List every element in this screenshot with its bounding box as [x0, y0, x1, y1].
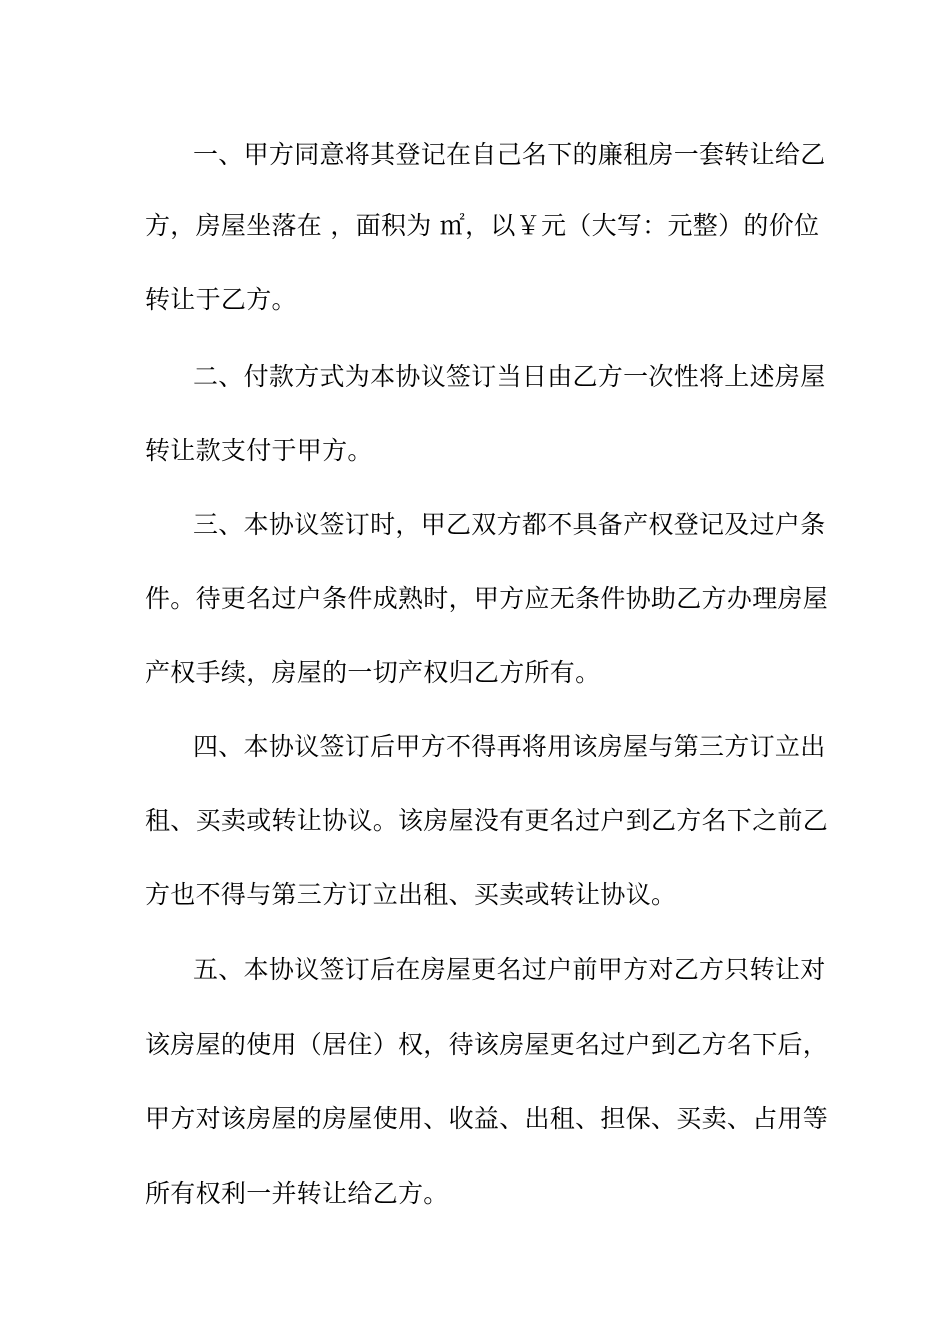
clause-2-line-2: 转让款支付于甲方。: [145, 436, 373, 465]
clause-4-line-3: 方也不得与第三方订立出租、买卖或转让协议。: [145, 880, 677, 909]
clause-1-line-2: 方，房屋坐落在 ，面积为 ㎡，以￥元（大写：元整）的价位: [145, 211, 820, 240]
clause-4-line-2: 租、买卖或转让协议。该房屋没有更名过户到乙方名下之前乙: [145, 806, 829, 835]
clause-5-line-2: 该房屋的使用（居住）权，待该房屋更名过户到乙方名下后，: [145, 1030, 829, 1059]
clause-2-line-1: 二、付款方式为本协议签订当日由乙方一次性将上述房屋: [193, 362, 826, 391]
clause-1-line-1: 一、甲方同意将其登记在自己名下的廉租房一套转让给乙: [193, 140, 826, 169]
clause-4-line-1: 四、本协议签订后甲方不得再将用该房屋与第三方订立出: [193, 732, 826, 761]
clause-3-line-1: 三、本协议签订时，甲乙双方都不具备产权登记及过户条: [193, 510, 826, 539]
clause-3-line-3: 产权手续，房屋的一切产权归乙方所有。: [145, 658, 601, 687]
clause-1-line-3: 转让于乙方。: [145, 285, 297, 314]
clause-5-line-3: 甲方对该房屋的房屋使用、收益、出租、担保、买卖、占用等: [145, 1104, 829, 1133]
clause-5-line-1: 五、本协议签订后在房屋更名过户前甲方对乙方只转让对: [193, 955, 826, 984]
clause-5-line-4: 所有权利一并转让给乙方。: [145, 1179, 449, 1208]
clause-3-line-2: 件。待更名过户条件成熟时，甲方应无条件协助乙方办理房屋: [145, 584, 829, 613]
